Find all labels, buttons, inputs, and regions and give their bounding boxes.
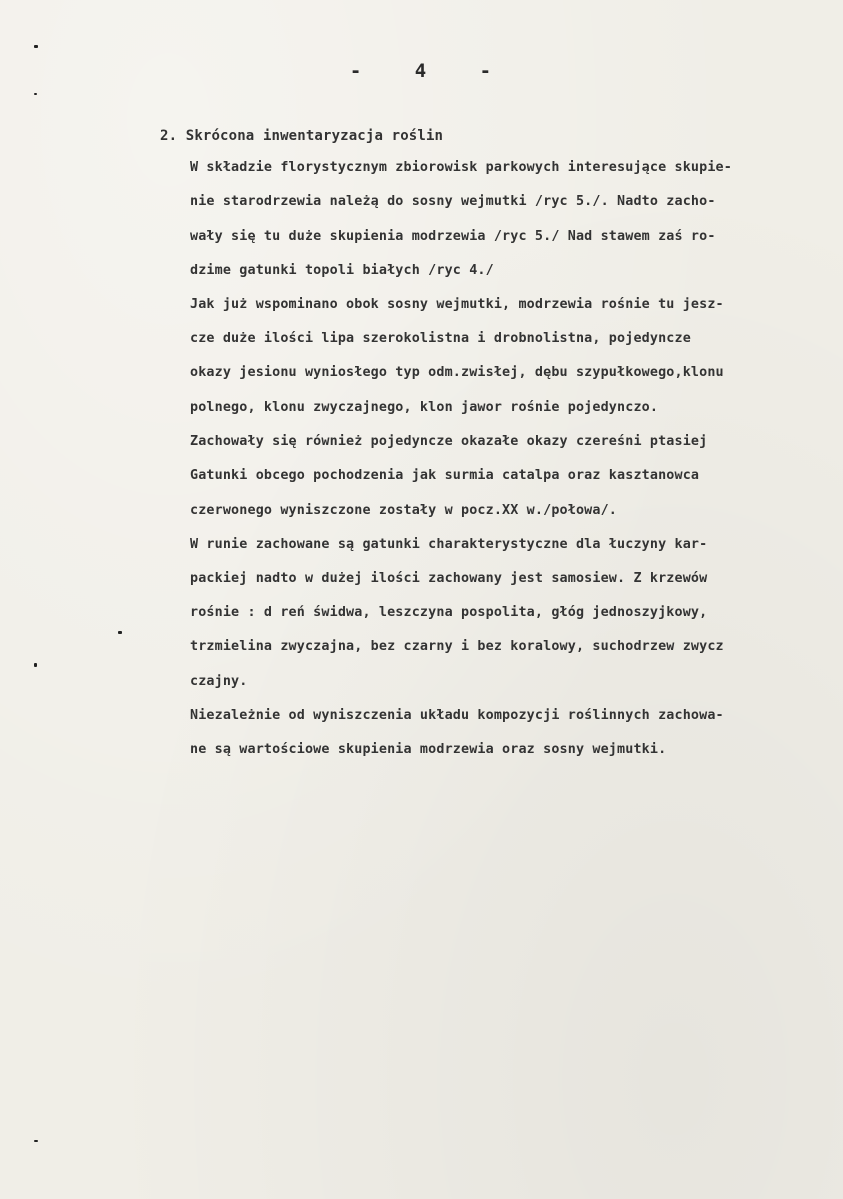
punch-mark xyxy=(118,631,122,634)
text-line: wały się tu duże skupienia modrzewia /ryc 5./ Nad stawem zaś ro- xyxy=(190,229,716,244)
text-line: trzmielina zwyczajna, bez czarny i bez koralowy, suchodrzew zwycz xyxy=(190,639,724,654)
section-heading: 2. Skrócona inwentaryzacja roślin xyxy=(160,128,444,144)
text-line: rośnie : d reń świdwa, leszczyna pospolita, głóg jednoszyjkowy, xyxy=(190,605,708,620)
punch-mark xyxy=(34,45,38,48)
text-line: polnego, klonu zwyczajnego, klon jawor rośnie pojedynczo. xyxy=(190,400,659,415)
text-line: Niezależnie od wyniszczenia układu kompozycji roślinnych zachowa- xyxy=(190,708,724,723)
punch-mark xyxy=(34,663,37,667)
text-line: ne są wartościowe skupienia modrzewia oraz sosny wejmutki. xyxy=(190,742,667,757)
text-line: nie starodrzewia należą do sosny wejmutki /ryc 5./. Nadto zacho- xyxy=(190,194,716,209)
text-line: dzime gatunki topoli białych /ryc 4./ xyxy=(190,263,494,278)
text-line: czajny. xyxy=(190,674,248,689)
text-line: packiej nadto w dużej ilości zachowany jest samosiew. Z krzewów xyxy=(190,571,708,586)
text-line: Zachowały się również pojedyncze okazałe okazy czereśni ptasiej xyxy=(190,434,708,449)
text-line: cze duże ilości lipa szerokolistna i drobnolistna, pojedyncze xyxy=(190,331,691,346)
text-line: Gatunki obcego pochodzenia jak surmia catalpa oraz kasztanowca xyxy=(190,468,700,483)
text-line: W składzie florystycznym zbiorowisk parkowych interesujące skupie- xyxy=(190,160,732,175)
punch-mark xyxy=(34,93,37,95)
punch-mark xyxy=(34,1140,38,1142)
text-line: okazy jesionu wyniosłego typ odm.zwisłej, dębu szypułkowego,klonu xyxy=(190,365,724,380)
text-line: W runie zachowane są gatunki charakterystyczne dla łuczyny kar- xyxy=(190,537,708,552)
page-number: - 4 - xyxy=(349,60,494,82)
text-line: Jak już wspominano obok sosny wejmutki, modrzewia rośnie tu jesz- xyxy=(190,297,724,312)
text-line: czerwonego wyniszczone zostały w pocz.XX w./połowa/. xyxy=(190,503,618,518)
